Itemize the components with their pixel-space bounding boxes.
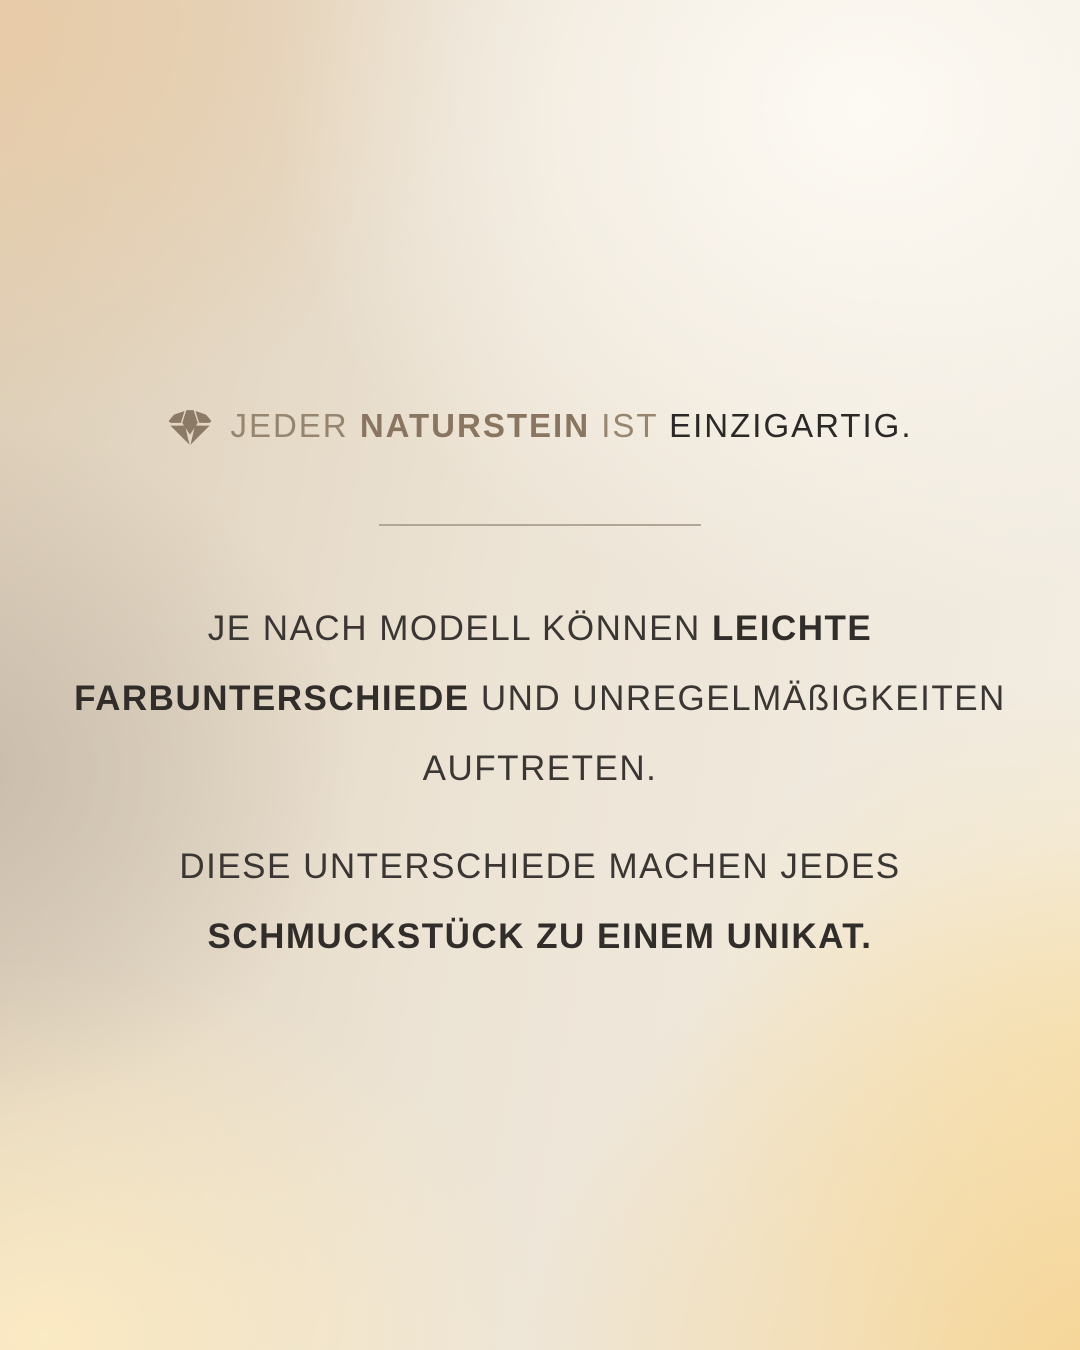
paragraph bbox=[74, 832, 1006, 972]
paragraph bbox=[74, 594, 1006, 804]
text-line bbox=[74, 734, 1006, 804]
text-line bbox=[74, 594, 1006, 664]
bold-text: SCHMUCKSTÜCK ZU EINEM UNIKAT. bbox=[207, 917, 873, 956]
text-line bbox=[74, 664, 1006, 734]
bold-text: LEICHTE bbox=[712, 609, 873, 648]
regular-text: UND UNREGELMÄßIGKEITEN bbox=[469, 679, 1006, 718]
regular-text: DIESE UNTERSCHIEDE MACHEN JEDES bbox=[179, 847, 901, 886]
heading-segment: JEDER bbox=[230, 407, 360, 444]
regular-text: JE NACH MODELL KÖNNEN bbox=[207, 609, 713, 648]
heading-row bbox=[167, 400, 912, 452]
heading-segment: NATURSTEIN bbox=[359, 407, 591, 444]
divider-line bbox=[379, 524, 701, 526]
heading-segment: IST bbox=[590, 407, 670, 444]
diamond-icon bbox=[167, 406, 213, 447]
regular-text: AUFTRETEN. bbox=[422, 749, 658, 788]
bold-text: FARBUNTERSCHIEDE bbox=[74, 679, 470, 718]
heading-segment: EINZIGARTIG. bbox=[669, 407, 913, 444]
page-title bbox=[230, 400, 912, 452]
text-line bbox=[74, 832, 1006, 902]
body-text bbox=[74, 594, 1006, 972]
text-line bbox=[74, 902, 1006, 972]
